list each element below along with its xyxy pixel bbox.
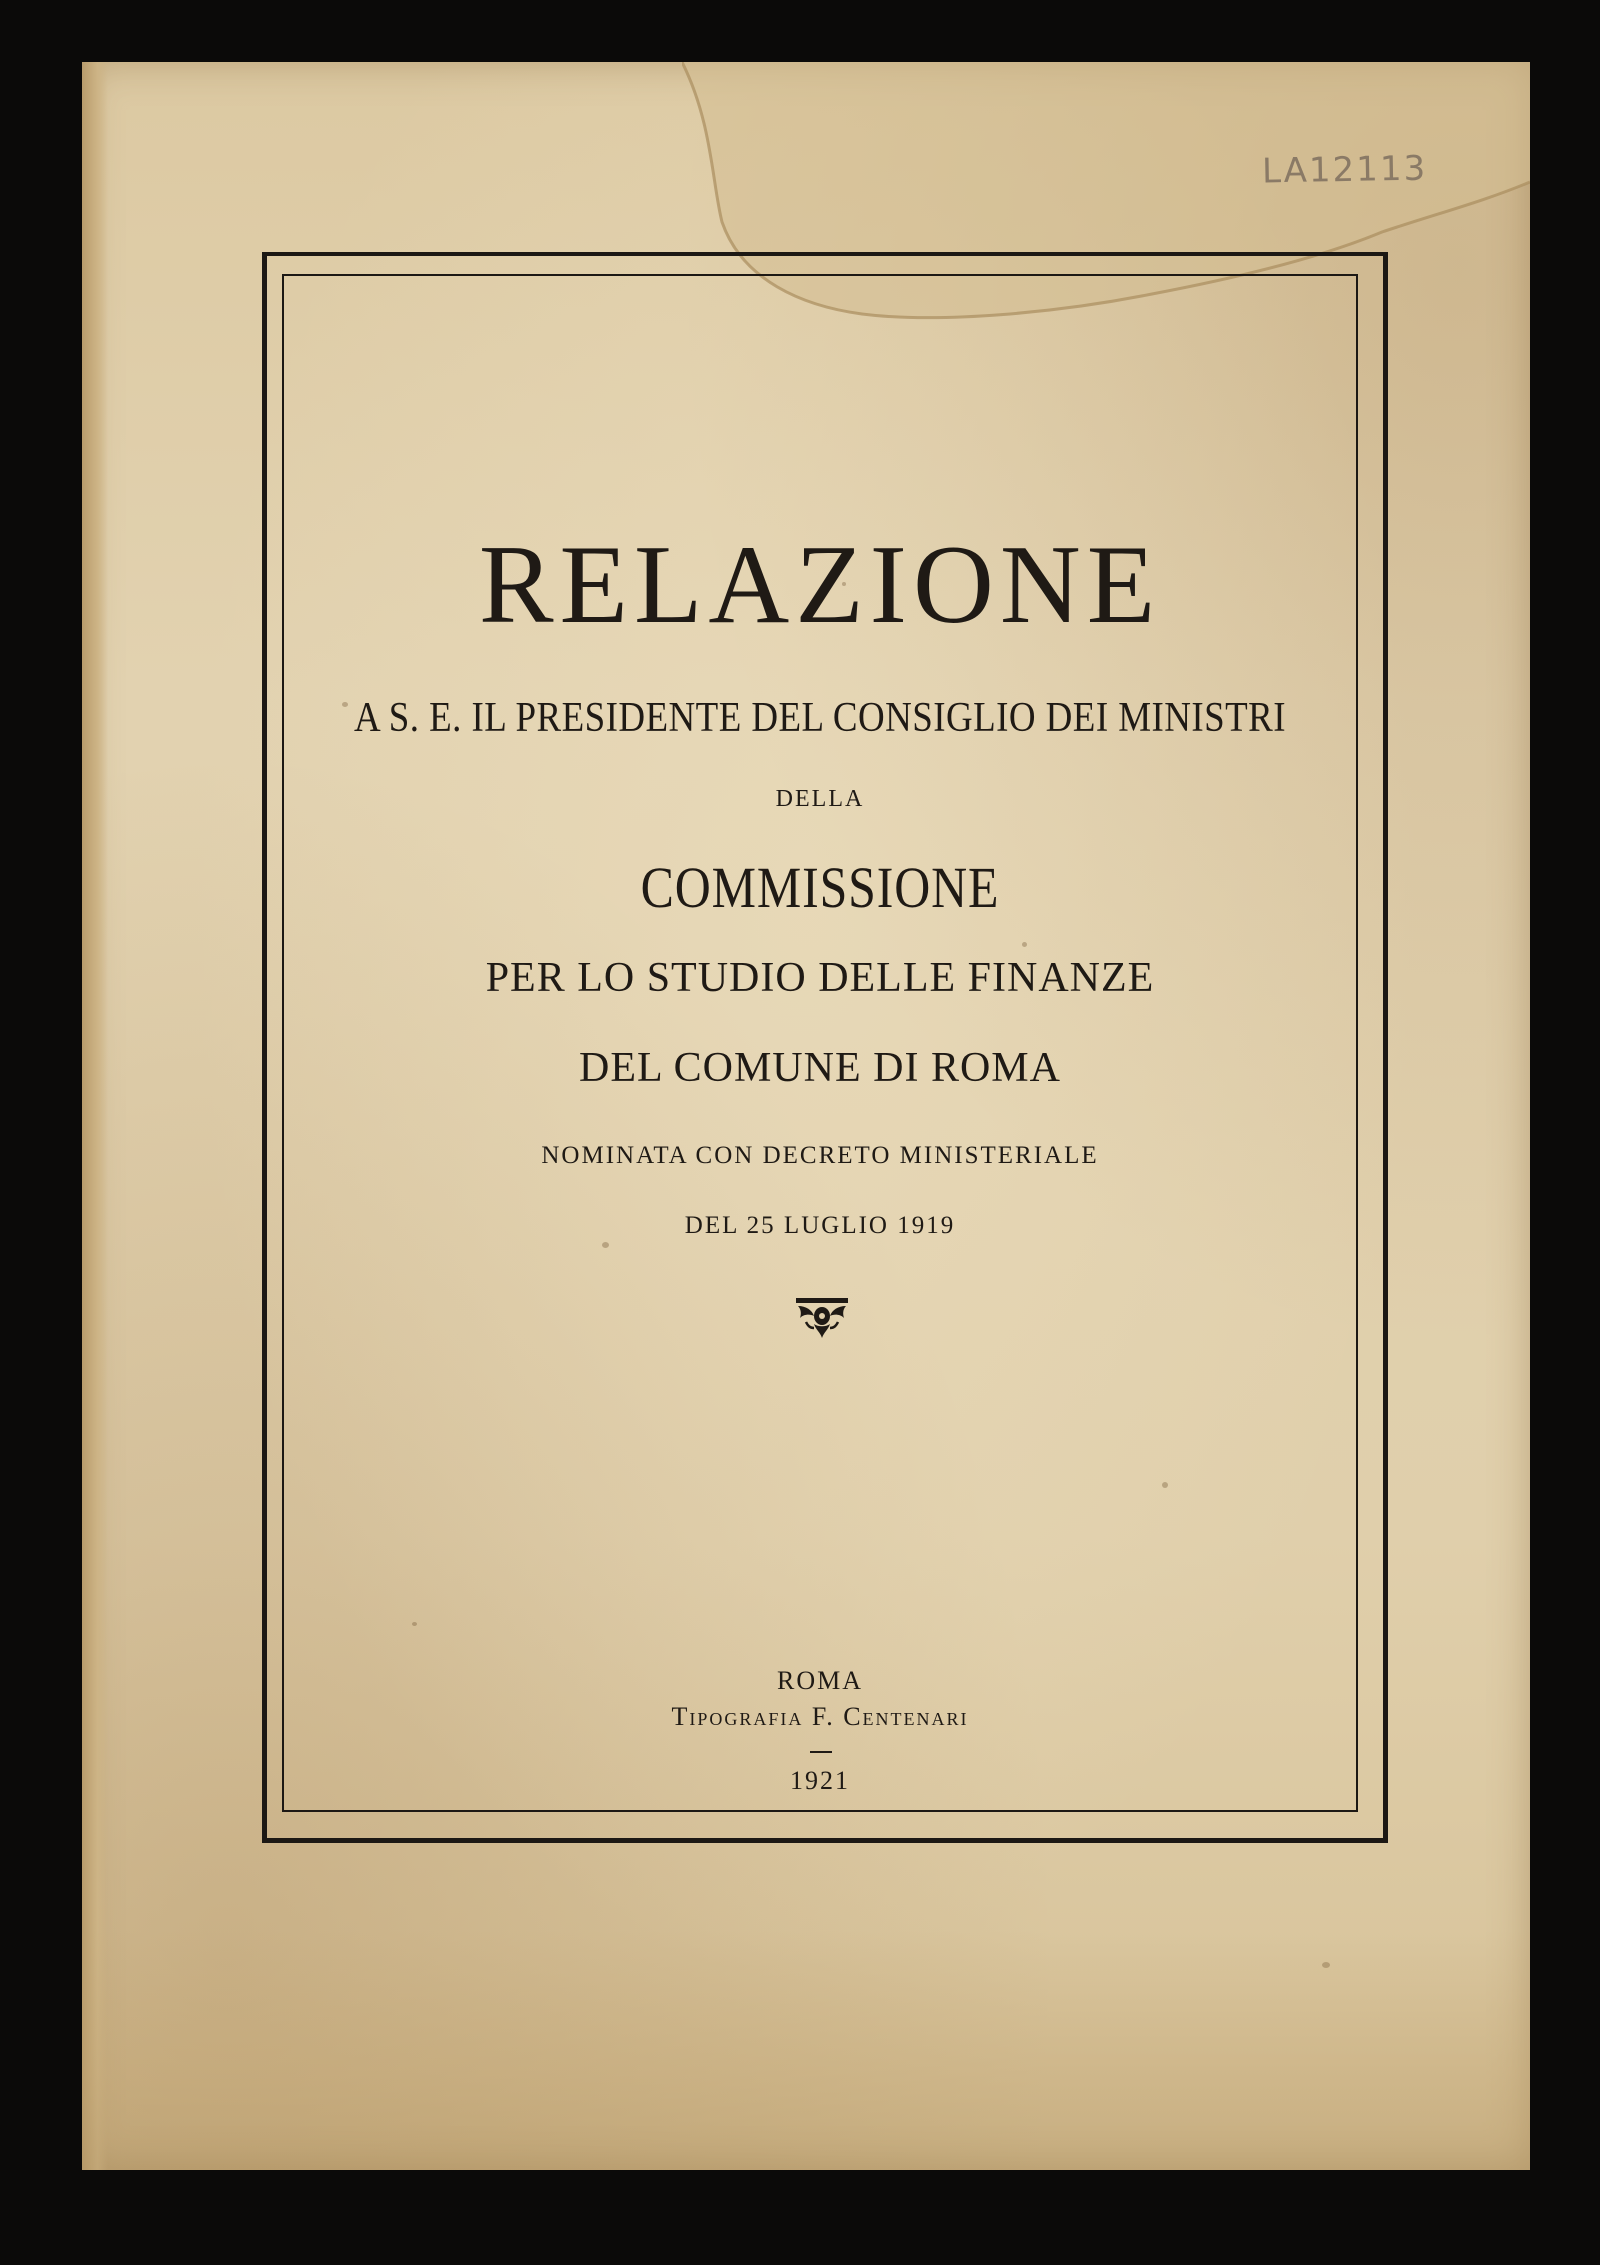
commission-purpose-line-2: DEL COMUNE DI ROMA bbox=[579, 1045, 1061, 1091]
decree-line: NOMINATA CON DECRETO MINISTERIALE bbox=[541, 1142, 1099, 1169]
printer-name: Tipografia F. Centenari bbox=[671, 1702, 969, 1731]
booklet-cover bbox=[82, 62, 1530, 2170]
della-label: DELLA bbox=[775, 786, 865, 812]
cover-subtitle: A S. E. IL PRESIDENTE DEL CONSIGLIO DEI MINISTRI bbox=[353, 695, 1287, 741]
foxing-speck bbox=[1022, 942, 1027, 947]
foxing-speck bbox=[602, 1242, 609, 1248]
commissione-heading: COMMISSIONE bbox=[640, 855, 1000, 920]
decree-date: DEL 25 LUGLIO 1919 bbox=[684, 1212, 956, 1239]
foxing-speck bbox=[1322, 1962, 1330, 1968]
inner-border-frame bbox=[282, 274, 1358, 1812]
cover-title: RELAZIONE bbox=[478, 523, 1162, 647]
publication-year: 1921 bbox=[790, 1766, 850, 1795]
foxing-speck bbox=[1162, 1482, 1168, 1488]
foxing-speck bbox=[842, 582, 846, 586]
fleuron-ornament-icon bbox=[792, 1294, 852, 1342]
foxing-speck bbox=[412, 1622, 417, 1626]
spine-edge bbox=[82, 62, 108, 2170]
separator-dash bbox=[810, 1751, 832, 1753]
commission-purpose-line-1: PER LO STUDIO DELLE FINANZE bbox=[485, 955, 1155, 1001]
publication-place: ROMA bbox=[776, 1666, 863, 1695]
foxing-speck bbox=[342, 702, 348, 707]
handwritten-catalog-number: LA12113 bbox=[1261, 148, 1428, 192]
